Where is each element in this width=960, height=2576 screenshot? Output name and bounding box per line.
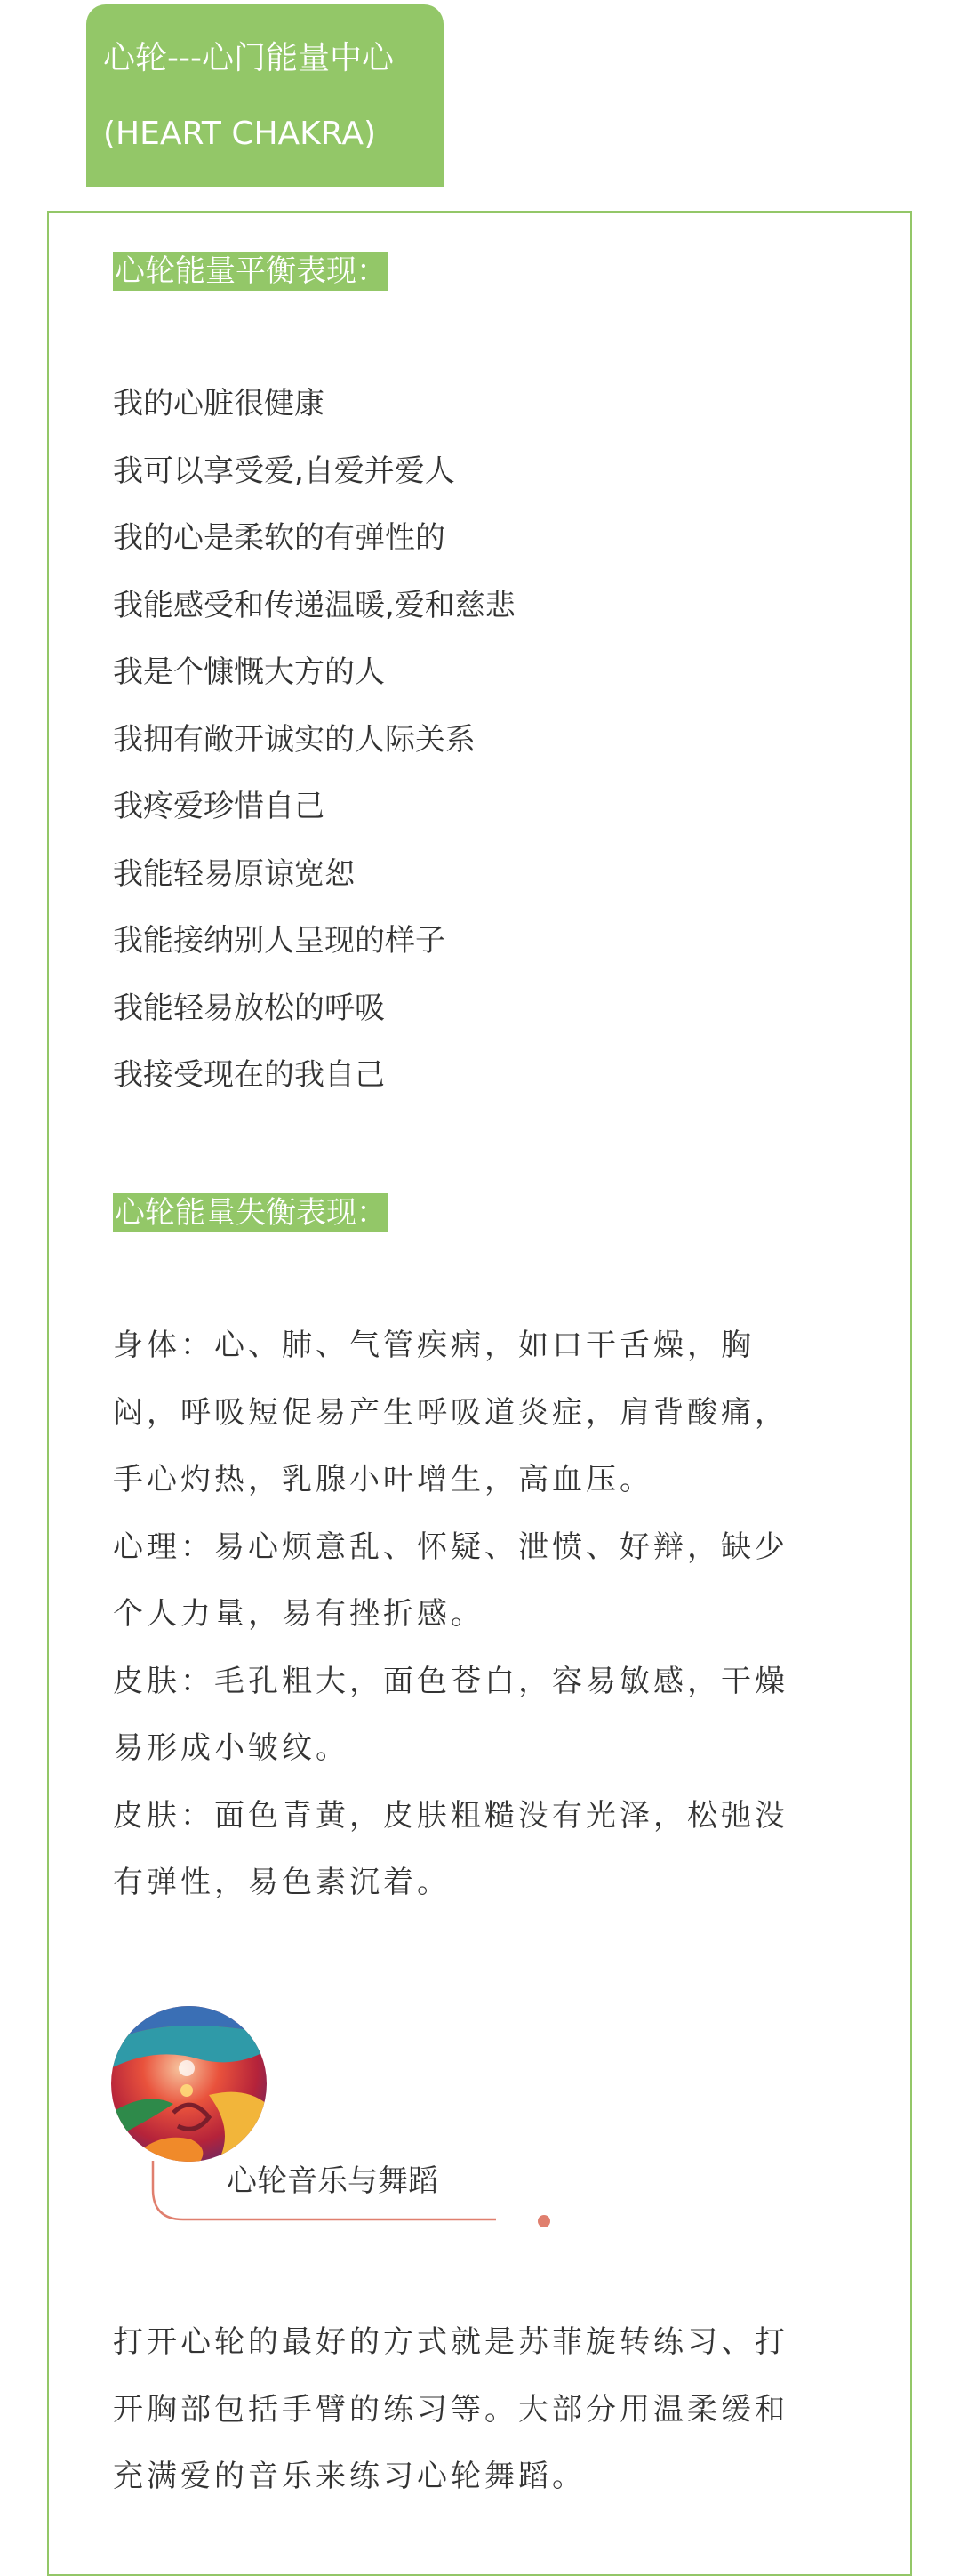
paragraph-line: 有弹性，易色素沉着。 [113, 1865, 451, 1900]
list-item: 我是个慷慨大方的人 [113, 654, 385, 690]
list-item: 我能感受和传递温暖,爱和慈悲 [113, 587, 516, 623]
list-item: 我的心是柔软的有弹性的 [113, 520, 445, 556]
balanced-section-label: 心轮能量平衡表现： [115, 253, 387, 289]
title-line-1: 心轮---心门能量中心 [103, 40, 394, 76]
paragraph-line: 开胸部包括手臂的练习等。大部分用温柔缓和 [113, 2391, 788, 2428]
title-line-2: (HEART CHAKRA) [103, 116, 376, 152]
paragraph-line: 充满爱的音乐来练习心轮舞蹈。 [113, 2459, 586, 2494]
imbalanced-section-label: 心轮能量失衡表现： [115, 1195, 387, 1231]
paragraph-line: 闷，呼吸短促易产生呼吸道炎症，肩背酸痛， [113, 1394, 788, 1431]
list-item: 我拥有敞开诚实的人际关系 [113, 721, 476, 758]
list-item: 我能轻易原谅宽恕 [113, 855, 355, 892]
paragraph-line: 心理：易心烦意乱、怀疑、泄愤、好辩，缺少 [113, 1529, 788, 1565]
paragraph-line: 皮肤：毛孔粗大，面色苍白，容易敏感，干燥 [113, 1663, 788, 1699]
chakra-title-tag [86, 4, 444, 187]
imbalanced-paragraph [113, 1312, 847, 1917]
music-paragraph [113, 2309, 847, 2511]
list-item: 我接受现在的我自己 [113, 1057, 385, 1093]
list-item: 我疼爱珍惜自己 [113, 789, 324, 824]
paragraph-line: 打开心轮的最好的方式就是苏菲旋转练习、打 [113, 2324, 788, 2360]
list-item: 我可以享受爱,自爱并爱人 [113, 453, 455, 489]
paragraph-line: 皮肤：面色青黄，皮肤粗糙没有光泽，松弛没 [113, 1797, 788, 1834]
paragraph-line: 身体：心、肺、气管疾病，如口干舌燥，胸 [113, 1328, 755, 1363]
list-item: 我的心脏很健康 [113, 386, 324, 421]
list-item: 我能接纳别人呈现的样子 [113, 923, 445, 959]
paragraph-line: 个人力量，易有挫折感。 [113, 1596, 484, 1632]
paragraph-line: 手心灼热，乳腺小叶增生，高血压。 [113, 1462, 653, 1497]
music-section-title: 心轮音乐与舞蹈 [227, 2163, 438, 2199]
list-item: 我能轻易放松的呼吸 [113, 990, 385, 1026]
paragraph-line: 易形成小皱纹。 [113, 1730, 349, 1766]
balanced-list [113, 371, 516, 1110]
